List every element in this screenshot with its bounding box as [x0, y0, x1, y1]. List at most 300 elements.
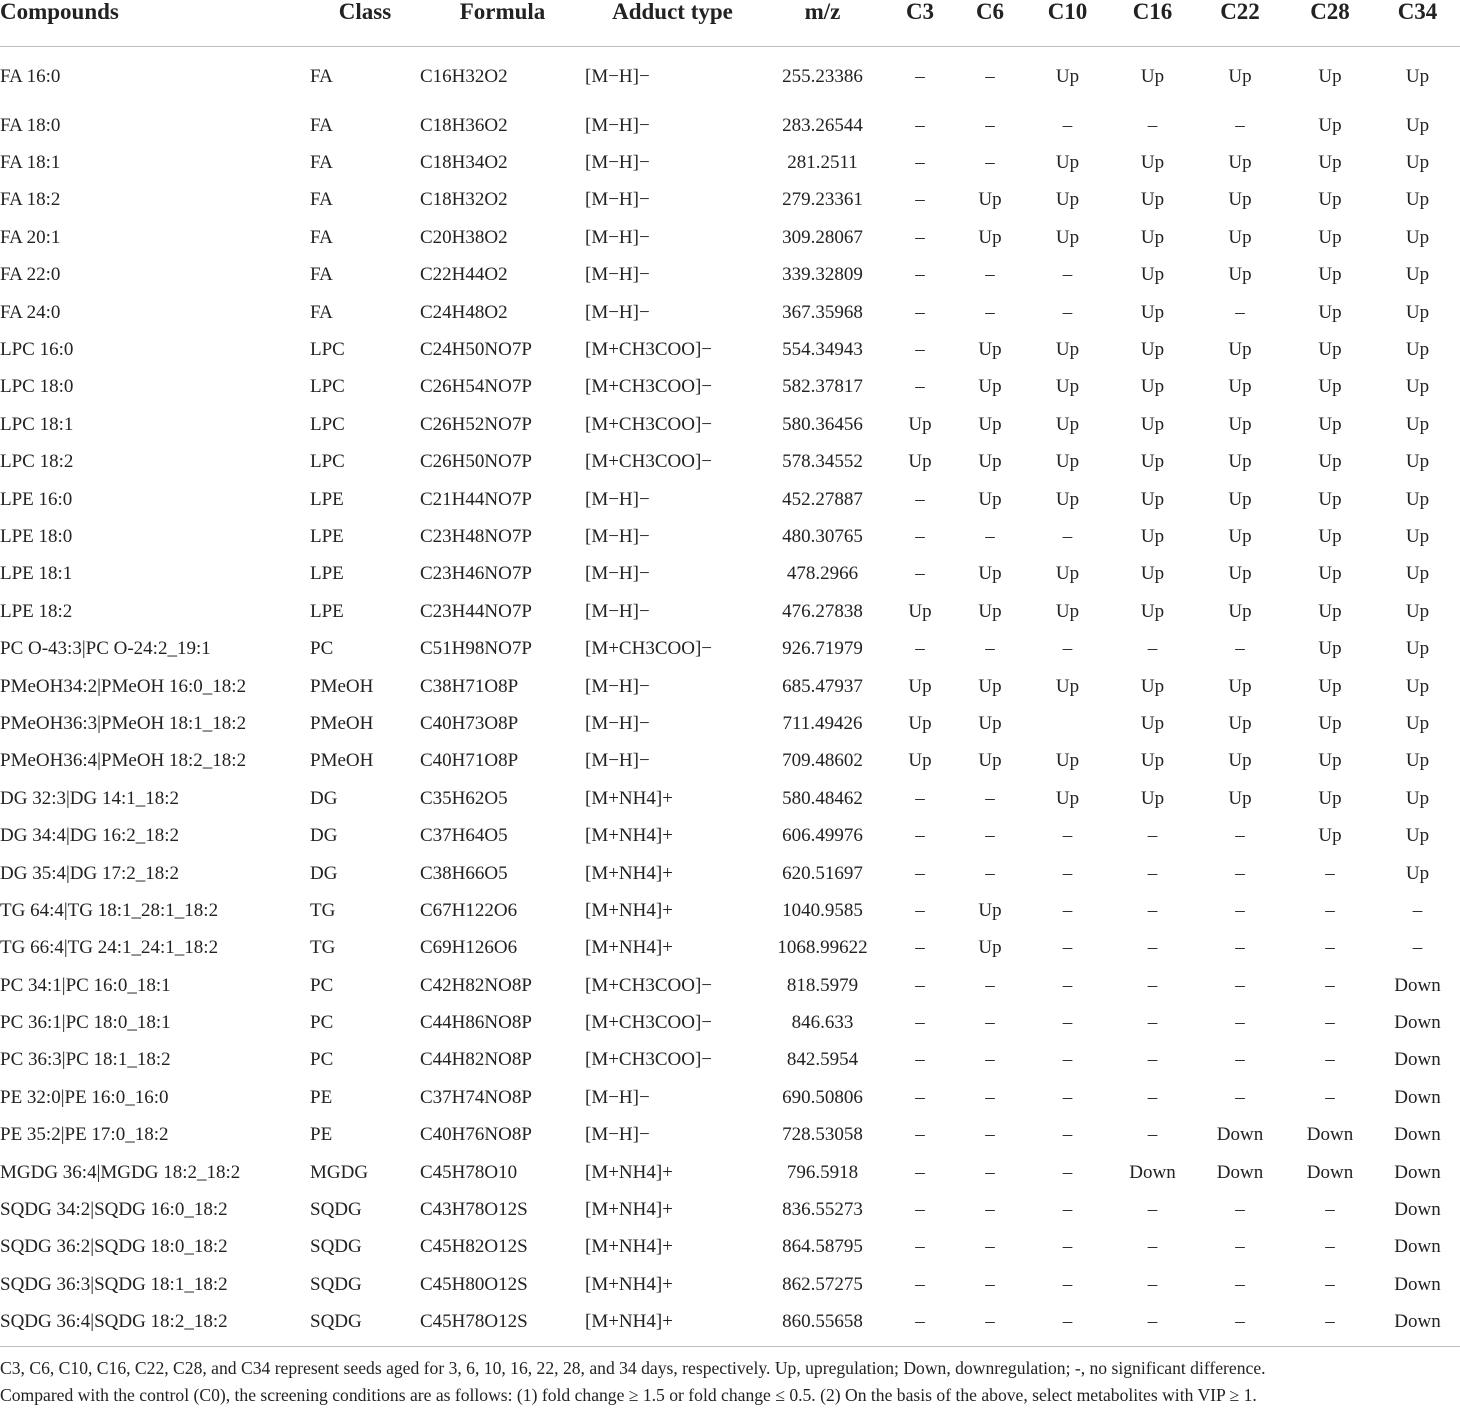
- cell-class: TG: [310, 937, 336, 959]
- cell-formula: C45H80O12S: [420, 1273, 528, 1295]
- cell-formula: C45H78O12S: [420, 1311, 528, 1333]
- cell-c28: –: [1325, 1311, 1335, 1333]
- cell-c28: Up: [1318, 525, 1342, 547]
- cell-c3: –: [915, 1161, 925, 1183]
- cell-class: SQDG: [310, 1273, 362, 1295]
- cell-adduct-type: [M+CH3COO]−: [585, 413, 712, 435]
- cell-c22: –: [1235, 1086, 1245, 1108]
- cell-c22: Up: [1228, 451, 1252, 473]
- cell-c3: –: [915, 1273, 925, 1295]
- cell-c10: –: [1062, 1049, 1073, 1071]
- cell-c10: –: [1062, 1199, 1073, 1221]
- cell-compounds: FA 22:0: [0, 264, 61, 286]
- cell-formula: C37H74NO8P: [420, 1086, 532, 1108]
- cell-c28: Up: [1318, 376, 1342, 398]
- cell-compounds: PMeOH36:3|PMeOH 18:1_18:2: [0, 712, 247, 734]
- cell-c3: –: [915, 638, 925, 660]
- cell-c16: –: [1147, 974, 1158, 996]
- cell-class: PC: [310, 1049, 334, 1071]
- cell-mz: 580.36456: [782, 413, 863, 435]
- cell-c10: –: [1062, 1161, 1073, 1183]
- cell-c34: Down: [1394, 1273, 1441, 1295]
- cell-c28: Up: [1318, 189, 1342, 211]
- cell-c3: –: [915, 1124, 925, 1146]
- cell-c16: Up: [1140, 301, 1165, 323]
- cell-c3: Up: [908, 451, 932, 473]
- cell-mz: 478.2966: [786, 563, 859, 585]
- cell-c10: Up: [1055, 376, 1080, 398]
- cell-c3: –: [915, 974, 925, 996]
- cell-class: LPC: [310, 413, 345, 435]
- cell-c3: –: [915, 525, 925, 547]
- cell-c34: Up: [1405, 189, 1430, 211]
- cell-mz: 846.633: [791, 1012, 854, 1034]
- cell-c6: –: [985, 1199, 995, 1221]
- cell-c10: Up: [1055, 413, 1080, 435]
- cell-class: SQDG: [310, 1199, 362, 1221]
- cell-formula: C23H44NO7P: [420, 600, 532, 622]
- cell-c6: –: [985, 1012, 995, 1034]
- cell-class: FA: [310, 152, 333, 174]
- cell-formula: C44H82NO8P: [420, 1049, 532, 1071]
- cell-compounds: PC 36:1|PC 18:0_18:1: [0, 1012, 171, 1034]
- table-row: [0, 855, 1460, 892]
- header-class: Class: [310, 0, 420, 47]
- cell-c16: Up: [1140, 152, 1165, 174]
- cell-mz: 367.35968: [782, 301, 863, 323]
- table-row: [0, 1004, 1460, 1041]
- cell-c22: –: [1235, 1273, 1245, 1295]
- cell-adduct-type: [M+CH3COO]−: [585, 339, 712, 361]
- table-row: [0, 930, 1460, 967]
- cell-adduct-type: [M+NH4]+: [585, 1311, 673, 1333]
- cell-adduct-type: [M−H]−: [585, 264, 650, 286]
- cell-c10: Up: [1055, 66, 1080, 87]
- cell-mz: 862.57275: [782, 1273, 863, 1295]
- table-footnote: [0, 1346, 1460, 1409]
- table-row: [0, 743, 1460, 780]
- cell-c10: –: [1062, 1273, 1073, 1295]
- cell-c3: Up: [908, 750, 932, 772]
- cell-formula: C26H52NO7P: [420, 413, 532, 435]
- cell-c22: Up: [1228, 712, 1252, 734]
- table-row: [0, 406, 1460, 443]
- cell-c3: Up: [908, 600, 932, 622]
- cell-class: SQDG: [310, 1236, 362, 1258]
- cell-c16: Up: [1140, 226, 1165, 248]
- cell-c10: Up: [1055, 226, 1080, 248]
- cell-c22: –: [1235, 301, 1245, 323]
- cell-formula: C51H98NO7P: [420, 638, 532, 660]
- cell-c16: Up: [1140, 451, 1165, 473]
- cell-c16: Up: [1140, 712, 1165, 734]
- cell-c28: Up: [1318, 264, 1342, 286]
- cell-c16: –: [1147, 1012, 1158, 1034]
- table-row: [0, 892, 1460, 929]
- cell-compounds: DG 35:4|DG 17:2_18:2: [0, 862, 180, 884]
- cell-c22: Up: [1228, 339, 1252, 361]
- cell-mz: 281.2511: [787, 152, 858, 174]
- cell-c10: Up: [1055, 750, 1080, 772]
- cell-c22: –: [1235, 1236, 1245, 1258]
- cell-compounds: SQDG 36:2|SQDG 18:0_18:2: [0, 1236, 228, 1258]
- cell-c28: –: [1325, 862, 1335, 884]
- cell-adduct-type: [M−H]−: [585, 675, 650, 697]
- cell-formula: C23H48NO7P: [420, 525, 532, 547]
- cell-compounds: LPC 18:2: [0, 451, 74, 473]
- cell-c6: –: [985, 1124, 995, 1146]
- cell-mz: 554.34943: [782, 339, 863, 361]
- cell-c28: –: [1325, 1199, 1335, 1221]
- cell-formula: C24H48O2: [420, 301, 508, 323]
- cell-c28: –: [1325, 1049, 1335, 1071]
- cell-c28: Up: [1318, 66, 1342, 87]
- cell-c16: Down: [1129, 1161, 1176, 1183]
- cell-c28: Up: [1318, 675, 1342, 697]
- cell-mz: 480.30765: [782, 525, 863, 547]
- header-row: [0, 0, 1460, 47]
- cell-c16: Up: [1140, 413, 1165, 435]
- cell-c6: –: [985, 301, 995, 323]
- cell-c3: –: [915, 339, 925, 361]
- header-c22: C22: [1195, 0, 1285, 47]
- cell-c22: Down: [1216, 1124, 1264, 1146]
- cell-adduct-type: [M+CH3COO]−: [585, 974, 712, 996]
- table-row: [0, 1229, 1460, 1266]
- cell-c34: Up: [1405, 825, 1430, 847]
- cell-compounds: SQDG 36:4|SQDG 18:2_18:2: [0, 1311, 228, 1333]
- cell-mz: 685.47937: [782, 675, 863, 697]
- cell-c34: Up: [1405, 152, 1430, 174]
- cell-compounds: FA 18:0: [0, 114, 61, 136]
- cell-class: TG: [310, 899, 336, 921]
- cell-adduct-type: [M+CH3COO]−: [585, 1049, 712, 1071]
- cell-c28: Up: [1318, 825, 1342, 847]
- cell-c28: –: [1325, 1012, 1335, 1034]
- cell-c3: Up: [908, 675, 932, 697]
- cell-adduct-type: [M−H]−: [585, 712, 650, 734]
- cell-c3: Up: [908, 712, 932, 734]
- cell-c6: –: [985, 638, 995, 660]
- table-row: [0, 556, 1460, 593]
- cell-c6: –: [985, 1049, 995, 1071]
- cell-c34: Up: [1405, 525, 1430, 547]
- cell-class: FA: [310, 226, 333, 248]
- cell-c28: Up: [1318, 451, 1342, 473]
- cell-mz: 620.51697: [782, 862, 863, 884]
- cell-formula: C45H82O12S: [420, 1236, 528, 1258]
- cell-c34: Down: [1394, 1236, 1441, 1258]
- cell-c22: Up: [1228, 264, 1252, 286]
- cell-c10: [1025, 705, 1110, 742]
- table-row: [0, 182, 1460, 219]
- table-row: [0, 593, 1460, 630]
- cell-c34: Up: [1405, 488, 1430, 510]
- cell-c16: –: [1147, 638, 1158, 660]
- cell-formula: C26H54NO7P: [420, 376, 532, 398]
- cell-mz: 578.34552: [782, 451, 863, 473]
- cell-c10: Up: [1055, 488, 1080, 510]
- table-row: [0, 705, 1460, 742]
- table-row: [0, 369, 1460, 406]
- cell-c6: Up: [978, 600, 1002, 622]
- cell-c28: Up: [1318, 226, 1342, 248]
- cell-compounds: PE 35:2|PE 17:0_18:2: [0, 1124, 169, 1146]
- table-row: [0, 1191, 1460, 1228]
- cell-mz: 1040.9585: [782, 899, 863, 921]
- cell-c3: –: [915, 152, 925, 174]
- cell-c34: –: [1412, 899, 1423, 921]
- table-row: [0, 668, 1460, 705]
- table-body: [0, 47, 1460, 1341]
- cell-c3: –: [915, 862, 925, 884]
- cell-compounds: PC 34:1|PC 16:0_18:1: [0, 974, 171, 996]
- cell-c10: Up: [1055, 189, 1080, 211]
- cell-compounds: PC 36:3|PC 18:1_18:2: [0, 1049, 171, 1071]
- table-row: [0, 331, 1460, 368]
- cell-compounds: FA 18:1: [0, 152, 61, 174]
- cell-c34: Up: [1405, 563, 1430, 585]
- cell-compounds: FA 20:1: [0, 226, 61, 248]
- cell-adduct-type: [M+NH4]+: [585, 1199, 673, 1221]
- cell-c16: –: [1147, 825, 1158, 847]
- cell-c34: Down: [1394, 1049, 1441, 1071]
- cell-c6: –: [985, 974, 995, 996]
- cell-c34: Down: [1394, 1161, 1441, 1183]
- cell-formula: C40H73O8P: [420, 712, 519, 734]
- header-c3: C3: [885, 0, 955, 47]
- cell-c10: Up: [1055, 451, 1080, 473]
- cell-class: FA: [310, 189, 333, 211]
- cell-c28: Up: [1318, 413, 1342, 435]
- cell-c10: –: [1062, 1311, 1073, 1333]
- cell-class: LPE: [310, 488, 344, 510]
- cell-formula: C16H32O2: [420, 66, 508, 87]
- cell-c34: Up: [1405, 600, 1430, 622]
- cell-compounds: FA 24:0: [0, 301, 61, 323]
- cell-c28: Up: [1318, 563, 1342, 585]
- cell-adduct-type: [M+NH4]+: [585, 1236, 673, 1258]
- cell-formula: C44H86NO8P: [420, 1012, 532, 1034]
- cell-c6: –: [985, 825, 995, 847]
- cell-adduct-type: [M−H]−: [585, 1124, 650, 1146]
- cell-c16: –: [1147, 1124, 1158, 1146]
- cell-c22: –: [1235, 862, 1245, 884]
- cell-c22: –: [1235, 1012, 1245, 1034]
- cell-c6: –: [985, 1273, 995, 1295]
- table-row: [0, 1304, 1460, 1341]
- cell-class: DG: [310, 862, 338, 884]
- cell-c22: Up: [1228, 376, 1252, 398]
- cell-c10: –: [1062, 114, 1073, 136]
- cell-c10: –: [1062, 899, 1073, 921]
- cell-c10: –: [1062, 1236, 1073, 1258]
- cell-compounds: LPE 18:1: [0, 563, 73, 585]
- cell-formula: C38H71O8P: [420, 675, 519, 697]
- table-row: [0, 518, 1460, 555]
- cell-c6: Up: [978, 451, 1002, 473]
- cell-formula: C23H46NO7P: [420, 563, 532, 585]
- cell-c34: Down: [1394, 1012, 1441, 1034]
- cell-class: PMeOH: [310, 712, 374, 734]
- cell-adduct-type: [M−H]−: [585, 750, 650, 772]
- table-row: [0, 1266, 1460, 1303]
- cell-adduct-type: [M+NH4]+: [585, 1161, 673, 1183]
- cell-c3: –: [915, 899, 925, 921]
- cell-c34: Down: [1394, 1124, 1441, 1146]
- cell-c3: –: [915, 376, 925, 398]
- cell-c3: –: [915, 1012, 925, 1034]
- cell-c6: –: [985, 152, 995, 174]
- cell-adduct-type: [M−H]−: [585, 226, 650, 248]
- cell-adduct-type: [M−H]−: [585, 152, 650, 174]
- table-row: [0, 630, 1460, 667]
- cell-adduct-type: [M+CH3COO]−: [585, 376, 712, 398]
- cell-c10: –: [1062, 1124, 1073, 1146]
- cell-compounds: LPC 16:0: [0, 339, 74, 361]
- table-row: [0, 1154, 1460, 1191]
- cell-class: LPC: [310, 376, 345, 398]
- cell-c16: Up: [1140, 189, 1165, 211]
- cell-compounds: LPC 18:0: [0, 376, 74, 398]
- cell-class: FA: [310, 66, 333, 87]
- cell-c22: –: [1235, 1199, 1245, 1221]
- cell-formula: C22H44O2: [420, 264, 508, 286]
- table-row: [0, 1042, 1460, 1079]
- cell-class: PC: [310, 1012, 334, 1034]
- cell-adduct-type: [M−H]−: [585, 114, 650, 136]
- footnote-line-2: Compared with the control (C0), the screening conditions are as follows: (1) fold change ≥ 1.5 or fold change ≤ 0.5. (2) On the basis of the above, select metabolites with VIP ≥ 1.: [0, 1385, 1257, 1405]
- cell-mz: 864.58795: [782, 1236, 863, 1258]
- cell-c16: Up: [1140, 376, 1165, 398]
- cell-mz: 709.48602: [782, 750, 863, 772]
- cell-c28: Up: [1318, 152, 1342, 174]
- cell-mz: 926.71979: [782, 638, 863, 660]
- cell-formula: C67H122O6: [420, 899, 518, 921]
- cell-c28: –: [1325, 899, 1335, 921]
- cell-c28: Up: [1318, 600, 1342, 622]
- cell-mz: 582.37817: [782, 376, 863, 398]
- header-formula: Formula: [420, 0, 585, 47]
- cell-mz: 1068.99622: [777, 937, 868, 959]
- cell-mz: 309.28067: [782, 226, 863, 248]
- cell-mz: 836.55273: [782, 1199, 863, 1221]
- cell-formula: C69H126O6: [420, 937, 518, 959]
- cell-c34: Down: [1394, 1199, 1441, 1221]
- cell-class: PC: [310, 974, 334, 996]
- table-row: [0, 257, 1460, 294]
- cell-adduct-type: [M−H]−: [585, 66, 650, 87]
- cell-mz: 728.53058: [782, 1124, 863, 1146]
- cell-c22: –: [1235, 974, 1245, 996]
- cell-c3: –: [915, 66, 925, 87]
- cell-c28: Up: [1318, 787, 1342, 809]
- cell-adduct-type: [M−H]−: [585, 189, 650, 211]
- cell-c16: –: [1147, 899, 1158, 921]
- cell-c34: Up: [1405, 114, 1430, 136]
- cell-c22: –: [1235, 1311, 1245, 1333]
- cell-c6: Up: [978, 937, 1002, 959]
- cell-c3: –: [915, 226, 925, 248]
- cell-class: LPE: [310, 525, 344, 547]
- cell-c6: Up: [978, 339, 1002, 361]
- cell-adduct-type: [M+NH4]+: [585, 787, 673, 809]
- table-row: [0, 1117, 1460, 1154]
- cell-mz: 476.27838: [782, 600, 863, 622]
- table-row: [0, 817, 1460, 854]
- cell-c6: Up: [978, 563, 1002, 585]
- cell-c28: –: [1325, 1086, 1335, 1108]
- cell-c28: Up: [1318, 488, 1342, 510]
- cell-adduct-type: [M−H]−: [585, 301, 650, 323]
- cell-c6: Up: [978, 750, 1002, 772]
- cell-c10: –: [1062, 301, 1073, 323]
- cell-c6: –: [985, 1236, 995, 1258]
- cell-c6: –: [985, 1086, 995, 1108]
- cell-c3: –: [915, 264, 925, 286]
- cell-c34: Up: [1405, 712, 1430, 734]
- cell-formula: C18H36O2: [420, 114, 508, 136]
- cell-c3: –: [915, 1311, 925, 1333]
- cell-c3: –: [915, 787, 925, 809]
- cell-c34: –: [1412, 937, 1423, 959]
- cell-c10: –: [1062, 937, 1073, 959]
- cell-compounds: SQDG 34:2|SQDG 16:0_18:2: [0, 1199, 228, 1221]
- cell-c16: Up: [1140, 488, 1165, 510]
- header-c28: C28: [1285, 0, 1375, 47]
- cell-adduct-type: [M+CH3COO]−: [585, 1012, 712, 1034]
- cell-c22: –: [1235, 937, 1245, 959]
- cell-adduct-type: [M+NH4]+: [585, 825, 673, 847]
- cell-c6: Up: [978, 226, 1002, 248]
- cell-c16: Up: [1140, 600, 1165, 622]
- cell-c34: Up: [1405, 66, 1430, 87]
- cell-c3: –: [915, 189, 925, 211]
- cell-c34: Up: [1405, 750, 1430, 772]
- cell-c22: Down: [1216, 1161, 1264, 1183]
- cell-compounds: DG 34:4|DG 16:2_18:2: [0, 825, 180, 847]
- cell-c34: Up: [1405, 339, 1430, 361]
- cell-c10: –: [1062, 862, 1073, 884]
- cell-c10: Up: [1055, 787, 1080, 809]
- cell-formula: C40H71O8P: [420, 750, 519, 772]
- cell-adduct-type: [M−H]−: [585, 488, 650, 510]
- cell-c16: Up: [1140, 264, 1165, 286]
- cell-c10: Up: [1055, 563, 1080, 585]
- table-row: [0, 481, 1460, 518]
- cell-c3: –: [915, 563, 925, 585]
- cell-c16: Up: [1140, 563, 1165, 585]
- cell-adduct-type: [M+NH4]+: [585, 937, 673, 959]
- table-row: [0, 47, 1460, 108]
- cell-c6: –: [985, 1161, 995, 1183]
- cell-c6: Up: [978, 899, 1002, 921]
- cell-class: FA: [310, 264, 333, 286]
- cell-c6: –: [985, 66, 995, 87]
- cell-adduct-type: [M−H]−: [585, 525, 650, 547]
- cell-c6: Up: [978, 488, 1002, 510]
- cell-c28: Down: [1306, 1124, 1354, 1146]
- cell-c22: –: [1235, 114, 1245, 136]
- cell-class: PE: [310, 1086, 333, 1108]
- cell-class: MGDG: [310, 1161, 369, 1183]
- cell-c16: –: [1147, 937, 1158, 959]
- cell-c10: Up: [1055, 600, 1080, 622]
- cell-class: LPC: [310, 451, 345, 473]
- table-row: [0, 219, 1460, 256]
- cell-class: PMeOH: [310, 675, 374, 697]
- cell-c22: Up: [1228, 189, 1252, 211]
